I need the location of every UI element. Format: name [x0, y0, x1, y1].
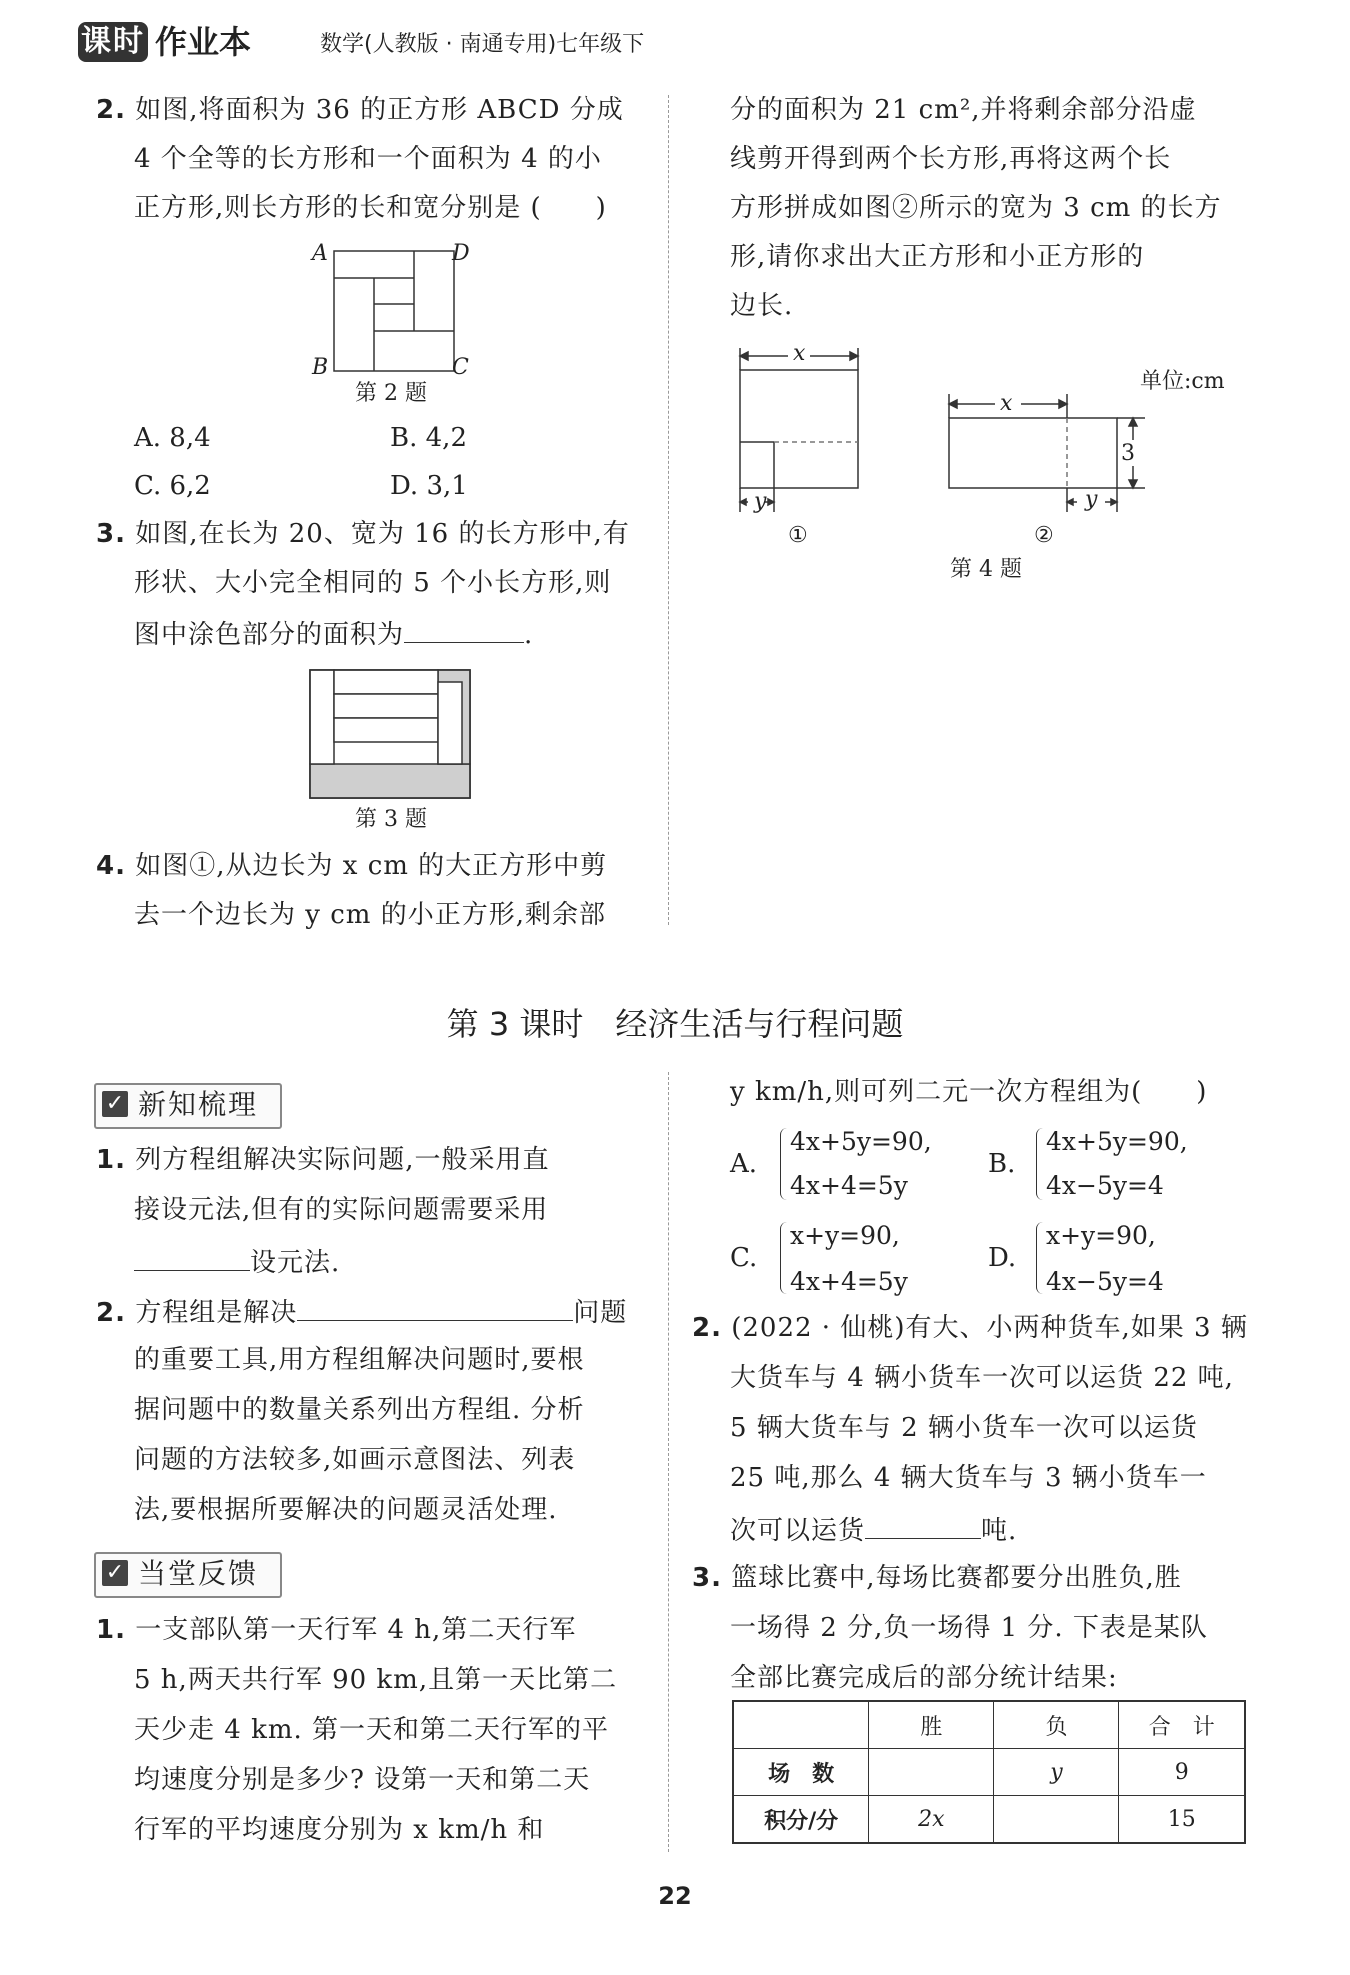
option-b-eq2: 4x−5y=4	[1046, 1171, 1164, 1200]
q4-figure-2	[945, 388, 1175, 518]
option-d-eq1: x+y=90,	[1046, 1221, 1156, 1250]
q2-label-a: A	[312, 241, 328, 266]
q4-caption: 第 4 题	[950, 557, 1022, 582]
option-c-eq2: 4x+4=5y	[790, 1267, 908, 1296]
q2-label-d: D	[452, 241, 470, 266]
dt-q2-line-5: 次可以运货 吨.	[730, 1510, 1017, 1549]
column-divider-top	[668, 95, 669, 925]
q4-cont-line-3: 方形拼成如图②所示的宽为 3 cm 的长方	[730, 193, 1222, 223]
xz-q2-line-5: 法,要根据所要解决的问题灵活处理.	[134, 1495, 558, 1525]
table-row	[733, 1796, 1245, 1844]
q4-cont-line-5: 边长.	[730, 291, 794, 321]
table-header-cell: 胜	[869, 1701, 994, 1749]
dt-q2-line-3: 5 辆大货车与 2 辆小货车一次可以运货	[730, 1413, 1198, 1443]
option-c-eq1: x+y=90,	[790, 1221, 900, 1250]
option-d-eq2: 4x−5y=4	[1046, 1267, 1164, 1296]
dt-q3-line-2: 一场得 2 分,负一场得 1 分. 下表是某队	[730, 1613, 1208, 1643]
dt-q1-option-d-label[interactable]: D.	[988, 1243, 1017, 1273]
option-b-eq1: 4x+5y=90,	[1046, 1127, 1188, 1156]
option-c-brace	[780, 1222, 787, 1294]
q2-line-2: 4 个全等的长方形和一个面积为 4 的小	[134, 144, 602, 174]
q4-fig2-y-label: y	[1085, 487, 1098, 512]
q4-fig2-3-label: 3	[1121, 441, 1135, 466]
dt-q1-line-1: 1. 一支部队第一天行军 4 h,第二天行军	[96, 1615, 577, 1645]
stats-table	[732, 1700, 1246, 1844]
xz-q1-number: 1.	[96, 1145, 126, 1175]
q2-label-b: B	[312, 355, 329, 380]
header-brand: 作业本	[155, 23, 252, 61]
option-a-brace	[780, 1128, 787, 1200]
table-cell: 场 数	[733, 1749, 869, 1796]
dt-q1-line-5: 行军的平均速度分别为 x km/h 和	[134, 1815, 545, 1845]
table-header-cell: 合 计	[1119, 1701, 1245, 1749]
q4-fig2-label: ②	[1034, 523, 1054, 548]
xz-q1-line-3: 设元法.	[134, 1242, 340, 1281]
xz-q2-line-3: 据问题中的数量关系列出方程组. 分析	[134, 1395, 585, 1425]
q3-answer-blank[interactable]	[404, 614, 524, 643]
q3-number: 3.	[96, 519, 126, 549]
option-a-eq1: 4x+5y=90,	[790, 1127, 932, 1156]
dt-q2-blank[interactable]	[865, 1510, 981, 1539]
check-icon: ✓	[102, 1091, 128, 1117]
header-logo	[78, 22, 148, 62]
table-cell: 2x	[869, 1796, 994, 1844]
table-cell[interactable]	[869, 1749, 994, 1796]
xz-q1-line-2: 接设元法,但有的实际问题需要采用	[134, 1195, 549, 1225]
table-header-cell: 负	[994, 1701, 1119, 1749]
column-divider-bottom	[668, 1072, 669, 1852]
table-header-row	[733, 1701, 1245, 1749]
q3-line-2: 形状、大小完全相同的 5 个小长方形,则	[134, 568, 612, 598]
dt-q1-line-2: 5 h,两天共行军 90 km,且第一天比第二	[134, 1665, 618, 1695]
table-cell[interactable]	[994, 1796, 1119, 1844]
dt-q1-cont: y km/h,则可列二元一次方程组为( )	[730, 1077, 1208, 1107]
dt-q1-option-b-label[interactable]: B.	[988, 1149, 1016, 1179]
dt-q2-line-4: 25 吨,那么 4 辆大货车与 3 辆小货车一	[730, 1463, 1207, 1493]
q4-fig1-y-label: y	[754, 489, 767, 514]
q2-line-1: 2. 如图,将面积为 36 的正方形 ABCD 分成	[96, 95, 624, 125]
dt-q2-line-2: 大货车与 4 辆小货车一次可以运货 22 吨,	[730, 1363, 1234, 1393]
q2-option-a[interactable]: A. 8,4	[134, 423, 211, 453]
logo-text: 课时	[81, 24, 145, 59]
xinzhi-badge: ✓ 新知梳理	[94, 1083, 282, 1129]
dt-q3-line-3: 全部比赛完成后的部分统计结果:	[730, 1663, 1118, 1693]
dt-q3-number: 3.	[692, 1563, 722, 1593]
table-header-cell	[733, 1701, 869, 1749]
page-number: 22	[658, 1882, 692, 1910]
dt-q3-line-1: 3. 篮球比赛中,每场比赛都要分出胜负,胜	[692, 1563, 1182, 1593]
dt-q2-line-1: 2. (2022 · 仙桃)有大、小两种货车,如果 3 辆	[692, 1313, 1248, 1343]
dt-q2-number: 2.	[692, 1313, 722, 1343]
q2-option-b[interactable]: B. 4,2	[390, 423, 467, 453]
q4-number: 4.	[96, 851, 126, 881]
q2-option-c[interactable]: C. 6,2	[134, 471, 211, 501]
q4-fig1-label: ①	[788, 523, 808, 548]
q4-line-1: 4. 如图①,从边长为 x cm 的大正方形中剪	[96, 851, 608, 881]
q3-line-1: 3. 如图,在长为 20、宽为 16 的长方形中,有	[96, 519, 630, 549]
option-d-brace	[1036, 1222, 1043, 1294]
q4-unit: 单位:cm	[1140, 369, 1225, 394]
q2-option-d[interactable]: D. 3,1	[390, 471, 468, 501]
q4-cont-line-1: 分的面积为 21 cm²,并将剩余部分沿虚	[730, 95, 1197, 125]
option-b-brace	[1036, 1128, 1043, 1200]
q2-label-c: C	[452, 355, 469, 380]
q4-fig1-x-label: x	[793, 341, 806, 366]
q2-number: 2.	[96, 95, 126, 125]
xz-q2-line-1: 2. 方程组是解决 问题	[96, 1292, 627, 1331]
table-cell: 积分/分	[733, 1796, 869, 1844]
xz-q2-line-2: 的重要工具,用方程组解决问题时,要根	[134, 1345, 585, 1375]
q4-cont-line-2: 线剪开得到两个长方形,再将这两个长	[730, 144, 1172, 174]
dt-q1-option-c-label[interactable]: C.	[730, 1243, 758, 1273]
header-subject: 数学(人教版 · 南通专用)七年级下	[320, 32, 645, 57]
table-cell: 15	[1119, 1796, 1245, 1844]
q2-line-3: 正方形,则长方形的长和宽分别是 ( )	[134, 193, 607, 223]
table-cell: y	[994, 1749, 1119, 1796]
q4-line-2: 去一个边长为 y cm 的小正方形,剩余部	[134, 900, 606, 930]
table-cell: 9	[1119, 1749, 1245, 1796]
check-icon: ✓	[102, 1560, 128, 1586]
xz-q2-blank[interactable]	[297, 1292, 573, 1321]
xz-q2-number: 2.	[96, 1298, 126, 1328]
section-title: 第 3 课时 经济生活与行程问题	[446, 1005, 904, 1043]
dangtang-badge: ✓ 当堂反馈	[94, 1552, 282, 1598]
q3-line-3: 图中涂色部分的面积为 .	[134, 614, 533, 653]
dt-q1-option-a-label[interactable]: A.	[730, 1149, 758, 1179]
q3-caption: 第 3 题	[355, 807, 427, 832]
xz-q1-blank[interactable]	[134, 1242, 250, 1271]
option-a-eq2: 4x+4=5y	[790, 1171, 908, 1200]
xz-q2-line-4: 问题的方法较多,如画示意图法、列表	[134, 1445, 576, 1475]
xz-q1-line-1: 1. 列方程组解决实际问题,一般采用直	[96, 1145, 550, 1175]
q3-figure	[308, 668, 472, 800]
q4-cont-line-4: 形,请你求出大正方形和小正方形的	[730, 242, 1145, 272]
q4-fig2-x-label: x	[1000, 391, 1013, 416]
dt-q1-number: 1.	[96, 1615, 126, 1645]
q2-caption: 第 2 题	[355, 381, 427, 406]
dt-q1-line-3: 天少走 4 km. 第一天和第二天行军的平	[134, 1715, 610, 1745]
table-row	[733, 1749, 1245, 1796]
dt-q1-line-4: 均速度分别是多少? 设第一天和第二天	[134, 1765, 591, 1795]
